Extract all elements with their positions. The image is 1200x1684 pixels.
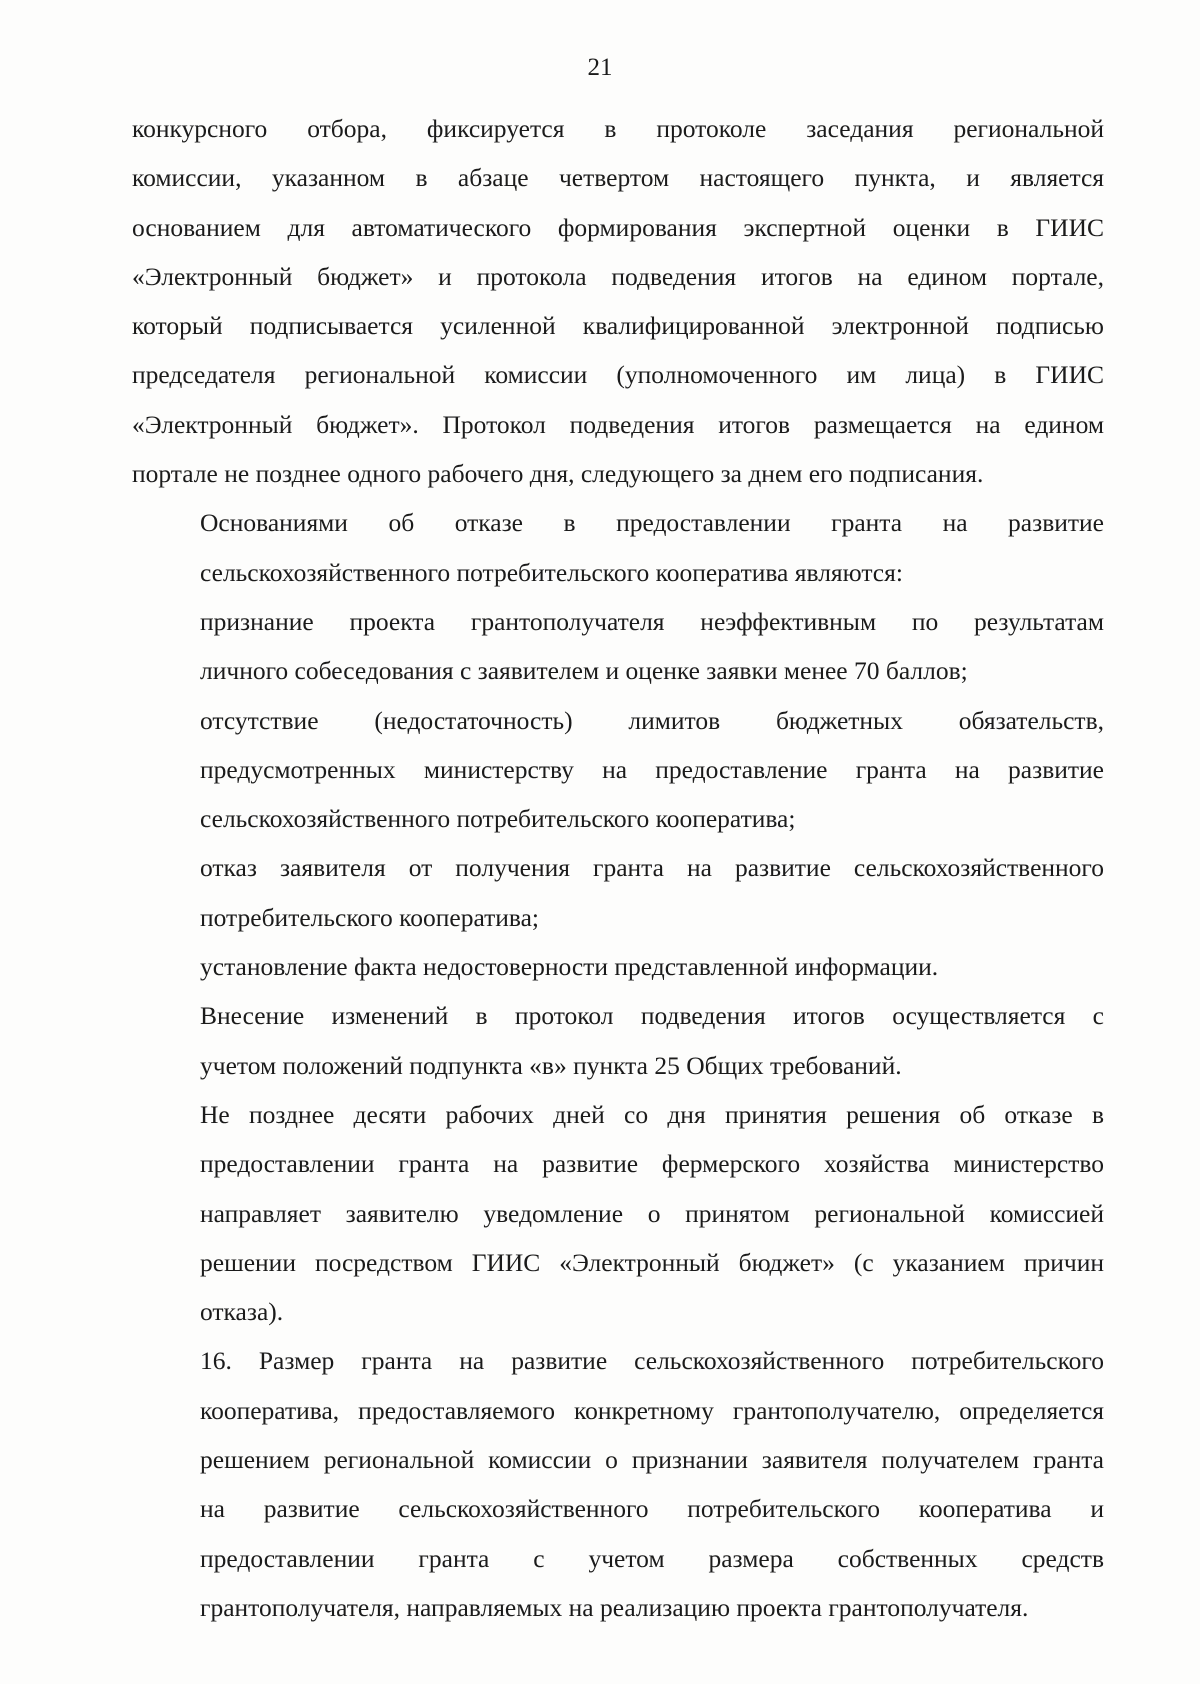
paragraph xyxy=(132,104,1104,498)
paragraph-line: признание проекта грантополучателя неэффективным по результатам xyxy=(200,606,1104,636)
paragraph-line: «Электронный бюджет» и протокола подведения итогов на едином портале, xyxy=(132,261,1104,291)
paragraph xyxy=(132,498,1104,597)
paragraph xyxy=(132,1336,1104,1632)
paragraph-line: основанием для автоматического формирования экспертной оценки в ГИИС xyxy=(132,212,1104,242)
paragraph-line: решении посредством ГИИС «Электронный бюджет» (с указанием причин xyxy=(200,1247,1104,1277)
paragraph-line: председателя региональной комиссии (уполномоченного им лица) в ГИИС xyxy=(132,360,1104,390)
paragraph-line: потребительского кооператива; xyxy=(200,902,539,932)
paragraph-line: установление факта недостоверности представленной информации. xyxy=(200,952,939,982)
paragraph-line: сельскохозяйственного потребительского кооператива являются: xyxy=(200,557,903,587)
paragraph xyxy=(132,597,1104,696)
page-number: 21 xyxy=(587,54,613,81)
paragraph-line: отказа). xyxy=(200,1297,284,1327)
document-body xyxy=(132,104,1104,1632)
paragraph-line: «Электронный бюджет». Протокол подведения итогов размещается на едином xyxy=(132,409,1104,439)
paragraph-line: Внесение изменений в протокол подведения итогов осуществляется с xyxy=(200,1001,1104,1031)
paragraph-line: Не позднее десяти рабочих дней со дня принятия решения об отказе в xyxy=(200,1099,1104,1129)
paragraph xyxy=(132,843,1104,942)
paragraph-line: отказ заявителя от получения гранта на развитие сельскохозяйственного xyxy=(200,853,1104,883)
paragraph-line: решением региональной комиссии о признании заявителя получателем гранта xyxy=(200,1445,1104,1475)
paragraph-line: грантополучателя, направляемых на реализацию проекта грантополучателя. xyxy=(200,1592,1029,1622)
paragraph-line: предусмотренных министерству на предоставление гранта на развитие xyxy=(200,754,1104,784)
paragraph-line: учетом положений подпункта «в» пункта 25 Общих требований. xyxy=(200,1050,902,1080)
paragraph-line: направляет заявителю уведомление о принятом региональной комиссией xyxy=(200,1198,1104,1228)
paragraph-line: сельскохозяйственного потребительского кооператива; xyxy=(200,804,796,834)
paragraph-line: на развитие сельскохозяйственного потребительского кооператива и xyxy=(200,1494,1104,1524)
paragraph-line: который подписывается усиленной квалифицированной электронной подписью xyxy=(132,311,1104,341)
paragraph-line: конкурсного отбора, фиксируется в протоколе заседания региональной xyxy=(132,114,1104,143)
paragraph xyxy=(132,1090,1104,1336)
paragraph xyxy=(132,942,1104,991)
paragraph-line: отсутствие (недостаточность) лимитов бюджетных обязательств, xyxy=(200,705,1104,735)
paragraph-line: комиссии, указанном в абзаце четвертом настоящего пункта, и является xyxy=(132,163,1104,193)
paragraph-line: личного собеседования с заявителем и оценке заявки менее 70 баллов; xyxy=(200,656,968,686)
paragraph-line: предоставлении гранта на развитие фермерского хозяйства министерство xyxy=(200,1149,1104,1179)
paragraph xyxy=(132,696,1104,844)
paragraph xyxy=(132,991,1104,1090)
paragraph-line: 16. Размер гранта на развитие сельскохозяйственного потребительского xyxy=(200,1346,1104,1376)
paragraph-line: Основаниями об отказе в предоставлении гранта на развитие xyxy=(200,508,1104,538)
paragraph-line: кооператива, предоставляемого конкретному грантополучателю, определяется xyxy=(200,1395,1104,1425)
paragraph-line: портале не позднее одного рабочего дня, следующего за днем его подписания. xyxy=(132,459,984,489)
paragraph-line: предоставлении гранта с учетом размера собственных средств xyxy=(200,1543,1104,1573)
